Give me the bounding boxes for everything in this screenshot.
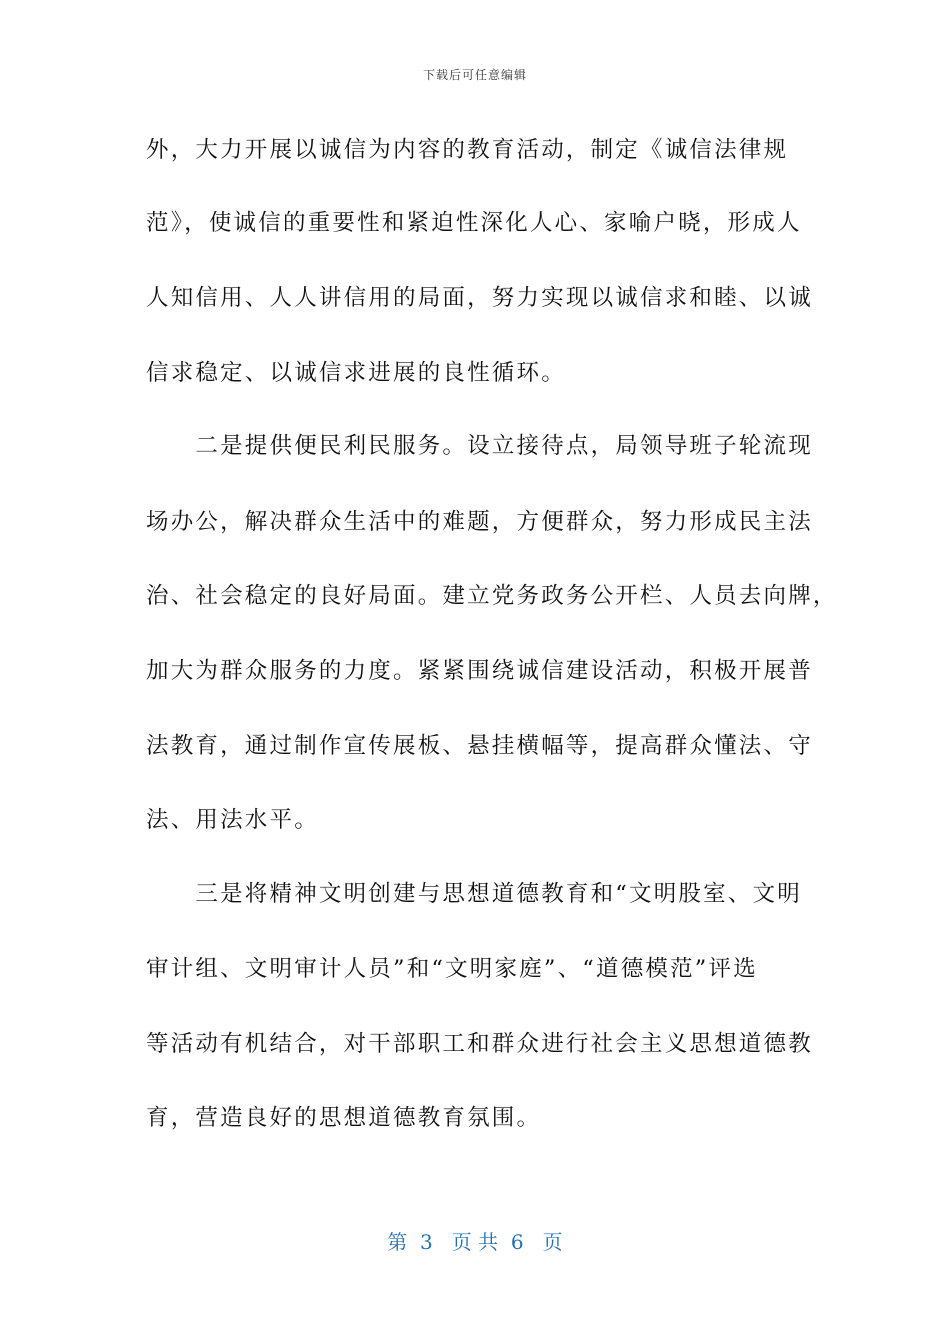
body-line: 二是提供便民利民服务。设立接待点，局领导班子轮流现 <box>146 433 813 459</box>
body-line: 范》，使诚信的重要性和紧迫性深化人心、家喻户晓，形成人 <box>146 210 802 236</box>
body-line: 加大为群众服务的力度。紧紧围绕诚信建设活动，积极开展普 <box>146 658 813 684</box>
body-line: 育，营造良好的思想道德教育氛围。 <box>146 1105 542 1131</box>
body-line: 治、社会稳定的良好局面。建立党务政务公开栏、人员去向牌， <box>146 583 838 609</box>
body-line: 法、用法水平。 <box>146 807 319 833</box>
body-line: 法教育，通过制作宣传展板、悬挂横幅等，提高群众懂法、守 <box>146 733 813 759</box>
body-line: 场办公，解决群众生活中的难题，方便群众，努力形成民主法 <box>146 509 813 535</box>
body-line: 审计组、文明审计人员”和“文明家庭”、“道德模范”评选 <box>146 956 758 982</box>
body-line: 三是将精神文明创建与思想道德教育和“文明股室、文明 <box>146 881 802 907</box>
body-line: 等活动有机结合，对干部职工和群众进行社会主义思想道德教 <box>146 1031 813 1057</box>
page-header: 下载后可任意编辑 <box>422 68 527 82</box>
body-line: 信求稳定、以诚信求进展的良性循环。 <box>146 360 566 386</box>
page-number-footer: 第 3 页 共 6 页 <box>387 1230 563 1254</box>
body-line: 外，大力开展以诚信为内容的教育活动，制定《诚信法律规 <box>146 137 789 163</box>
body-line: 人知信用、人人讲信用的局面，努力实现以诚信求和睦、以诚 <box>146 285 813 311</box>
